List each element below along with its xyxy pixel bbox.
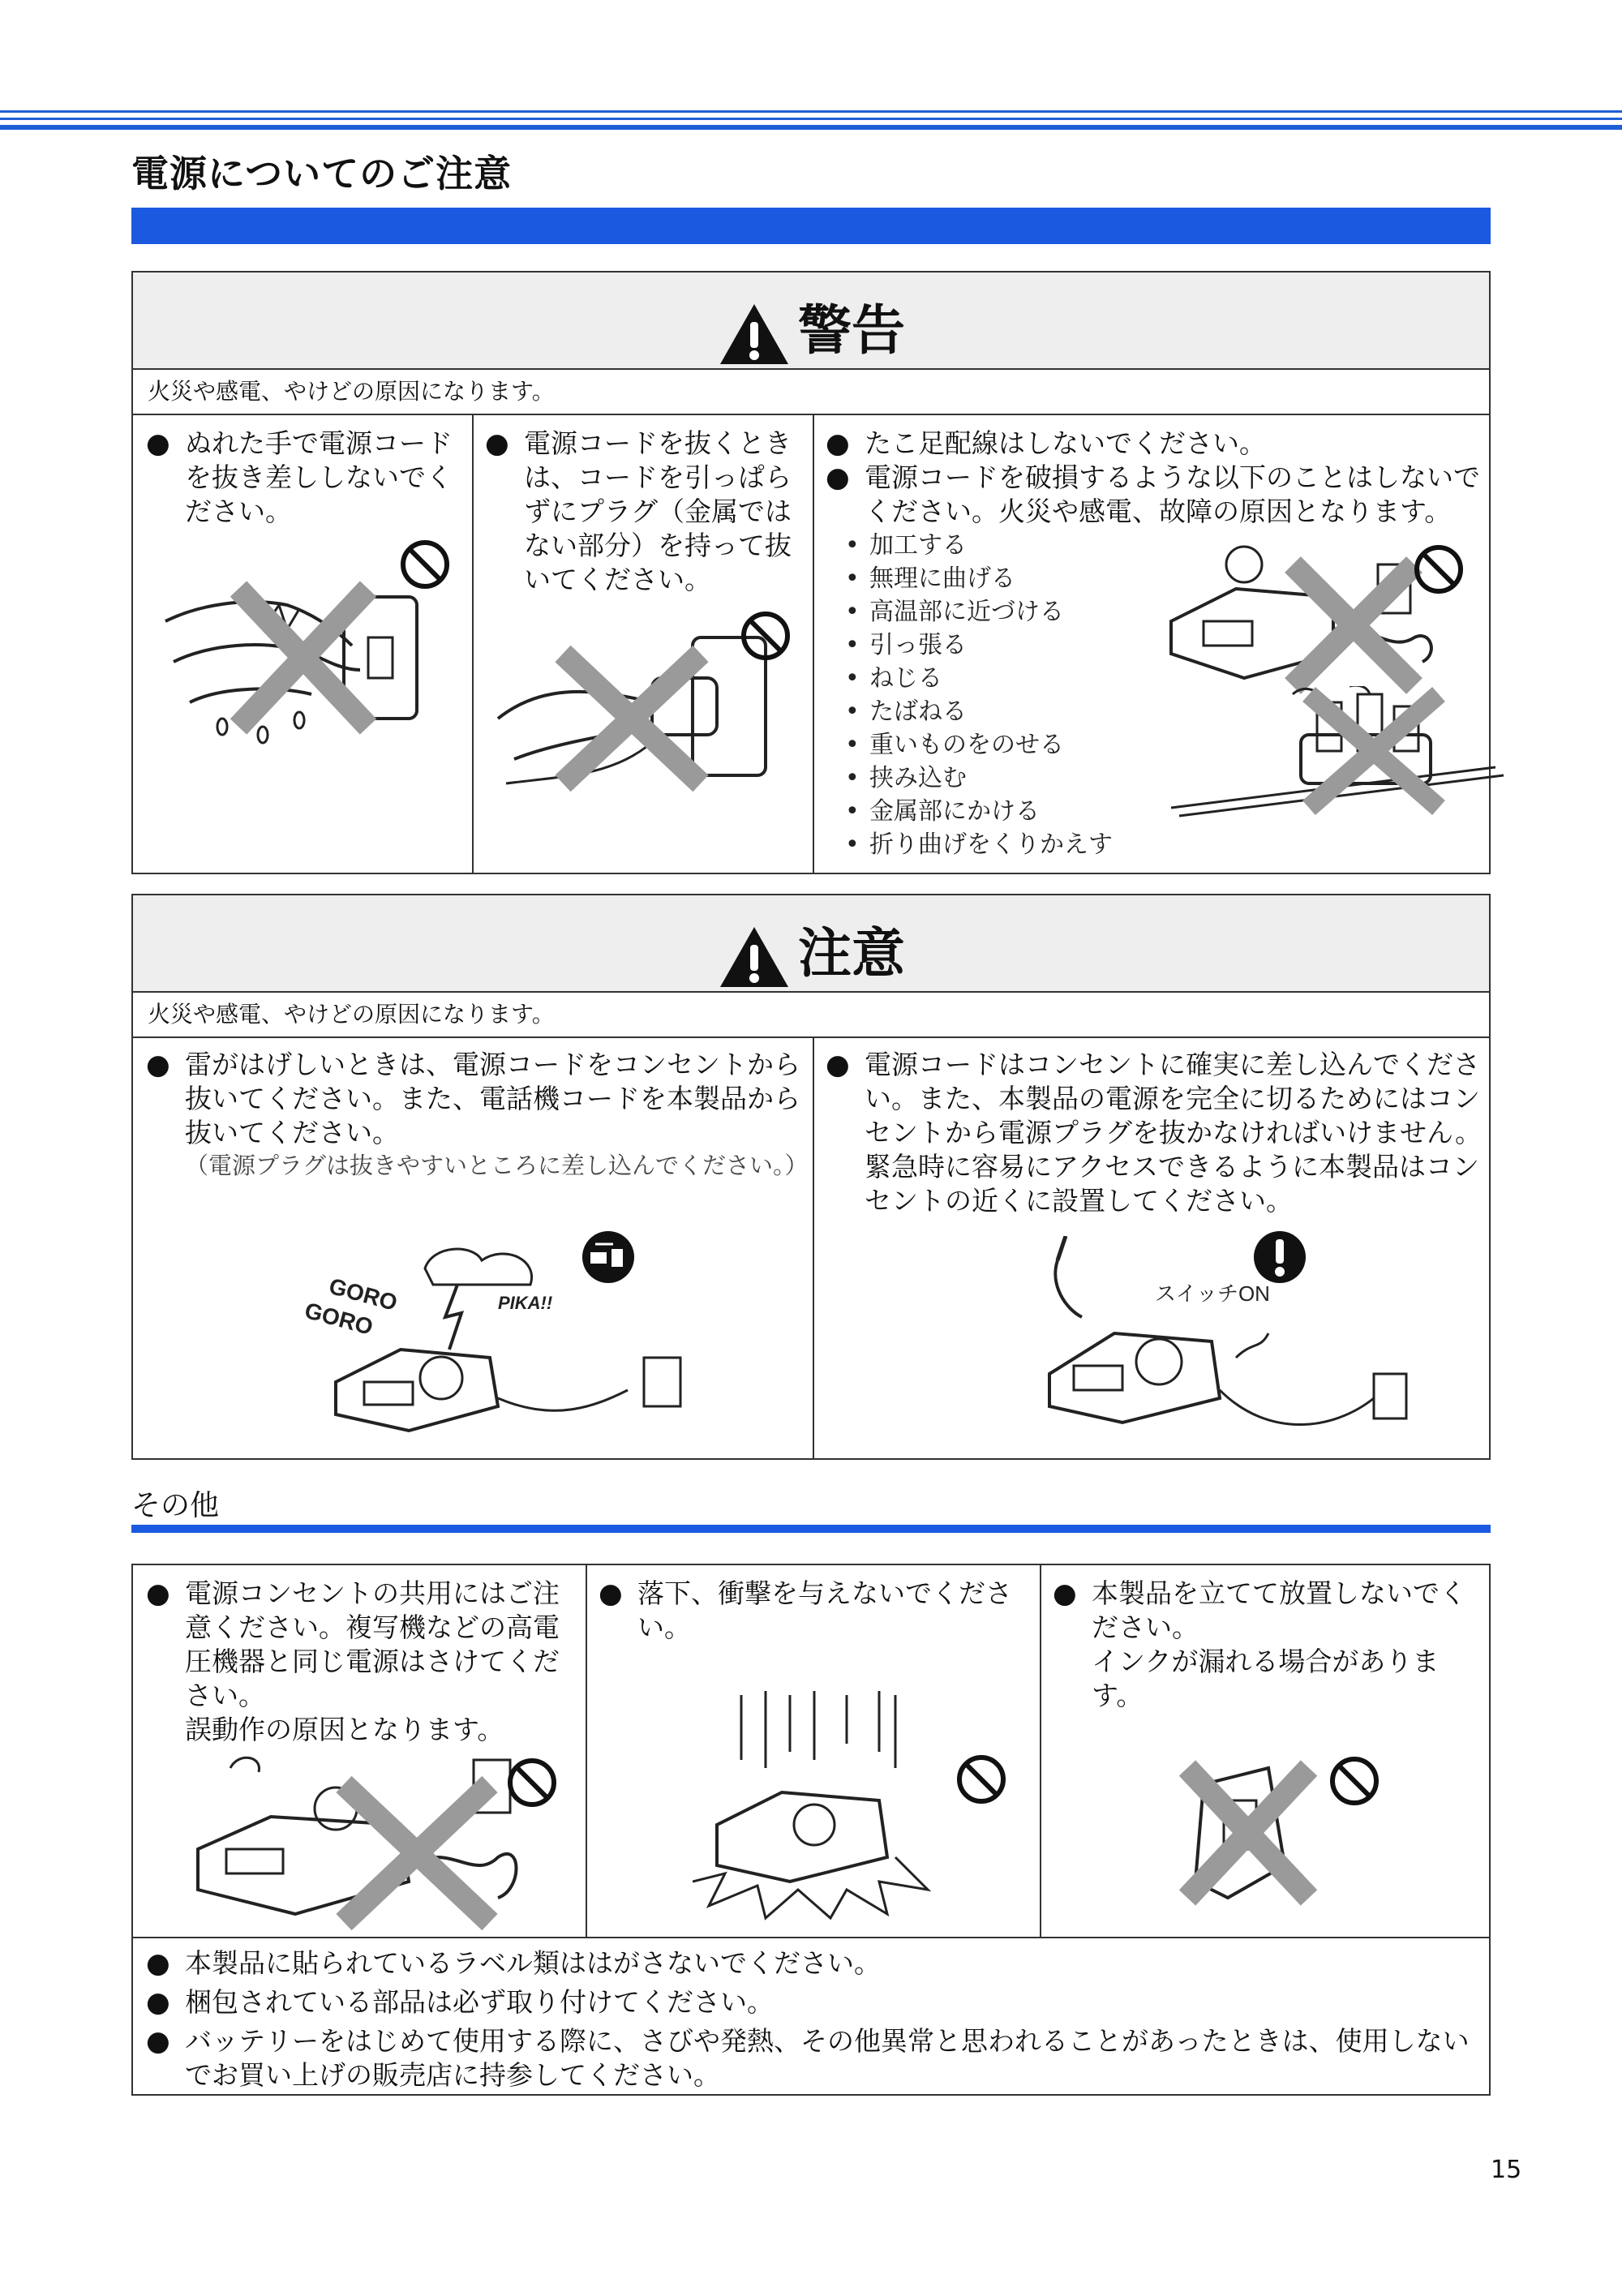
plug-in-printer-illustration (1025, 1236, 1414, 1447)
divider (1040, 1565, 1041, 1937)
list-item: ● 本製品に貼られているラベル類ははがさないでください。 (146, 1947, 881, 1980)
warning-triangle-icon (717, 301, 792, 367)
sub-item: • 引っ張る (845, 631, 967, 659)
goro-text-2: GORO (302, 1297, 376, 1340)
top-rule-1 (0, 110, 1622, 113)
warning-box (131, 271, 1491, 874)
list-item: ● 梱包されている部品は必ず取り付けてください。 (146, 1986, 774, 2019)
upright-printer-illustration (1179, 1752, 1325, 1914)
warning-col-2 (480, 427, 805, 597)
pika-text: PIKA!! (498, 1293, 553, 1313)
top-rule-2 (0, 118, 1622, 120)
list-item: ● バッテリーをはじめて使用する際に、さびや発熱、その他異常と思われることがあったときは、使用しないでお買い上げの販売店に持参してください。 (146, 2025, 1470, 2091)
list-item: ● 雷がはげしいときは、電源コードをコンセントから抜いてください。また、電話機コードを本製品から抜いてください。 (146, 1049, 800, 1148)
sub-item: • 無理に曲げる (845, 564, 1015, 593)
divider (133, 1937, 1489, 1938)
unplug-icon (581, 1230, 636, 1285)
list-item: ● 電源コードを抜くときは、コードを引っぱらずにプラグ（金属ではない部分）を持って抜いてください。 (485, 427, 792, 595)
caution-label: 注意 (798, 922, 905, 985)
list-item: ● 電源コードを破損するような以下のことはしないでください。火災や感電、故障の原因となります。 (826, 461, 1480, 527)
sub-item: • たばねる (845, 697, 967, 726)
prohibition-icon (955, 1753, 1007, 1805)
page-title: 電源についてのご注意 (131, 152, 513, 195)
list-item: ● 落下、衝撃を与えないでください。 (599, 1577, 1012, 1643)
sub-item: • ねじる (845, 664, 942, 693)
sub-item: • 折り曲げをくりかえす (845, 830, 1113, 859)
caution-note: （電源プラグは抜きやすいところに差し込んでください。） (185, 1152, 809, 1179)
warning-col-1 (141, 427, 466, 529)
list-item: ● 電源コンセントの共用にはご注意ください。複写機などの高電圧機器と同じ電源はさけてください。 誤動作の原因となります。 (146, 1577, 560, 1745)
sub-item: • 金属部にかける (845, 797, 1040, 826)
divider (586, 1565, 587, 1937)
other-rule (131, 1525, 1491, 1533)
caution-col-1 (141, 1048, 809, 1181)
sub-item: • 高温部に近づける (845, 598, 1064, 626)
caution-col-2 (821, 1048, 1486, 1218)
octopus-wiring-illustration (1155, 686, 1512, 824)
caution-triangle-icon (717, 924, 792, 990)
sub-item: • 挟み込む (845, 764, 967, 792)
divider (472, 415, 474, 874)
title-bar (131, 208, 1491, 244)
caution-header (133, 895, 1489, 993)
caution-box (131, 894, 1491, 1460)
prohibition-icon (506, 1757, 558, 1809)
divider (813, 1038, 814, 1460)
list-item: ● たこ足配線はしないでください。 (826, 427, 1266, 460)
other-box (131, 1564, 1491, 2096)
other-bottom-list (141, 1946, 1479, 2092)
list-item: ● ぬれた手で電源コードを抜き差ししないでください。 (146, 427, 453, 527)
list-item: ● 本製品を立てて放置しないでください。 インクが漏れる場合があります。 (1053, 1577, 1466, 1711)
other-col-1 (141, 1577, 579, 1747)
sub-item: • 加工する (845, 531, 967, 560)
sub-item: • 重いものをのせる (845, 731, 1064, 759)
other-heading: その他 (131, 1489, 220, 1522)
goro-text-1: GORO (326, 1272, 401, 1315)
mandatory-action-icon (1252, 1230, 1307, 1285)
other-col-2 (594, 1577, 1032, 1645)
switch-on-text: スイッチON (1155, 1281, 1270, 1306)
other-col-3 (1048, 1577, 1486, 1713)
list-item: ● 電源コードはコンセントに確実に差し込んでください。また、本製品の電源を完全に切るためにはコンセントから電源プラグを抜かなければいけません。緊急時に容易にアクセスできるように本製品はコンセントの近くに設置してください。 (826, 1049, 1482, 1217)
caution-cause: 火災や感電、やけどの原因になります。 (133, 991, 1489, 1038)
prohibition-icon (399, 539, 451, 590)
page-number: 15 (1491, 2156, 1522, 2184)
prohibition-icon (1413, 543, 1465, 595)
prohibition-icon (1328, 1755, 1380, 1807)
top-rule-3 (0, 125, 1622, 130)
divider (813, 415, 814, 874)
prohibition-icon (740, 610, 792, 662)
warning-label: 警告 (798, 299, 905, 362)
warning-cause: 火災や感電、やけどの原因になります。 (133, 368, 1489, 415)
warning-header (133, 273, 1489, 370)
falling-printer-illustration (693, 1687, 968, 1922)
